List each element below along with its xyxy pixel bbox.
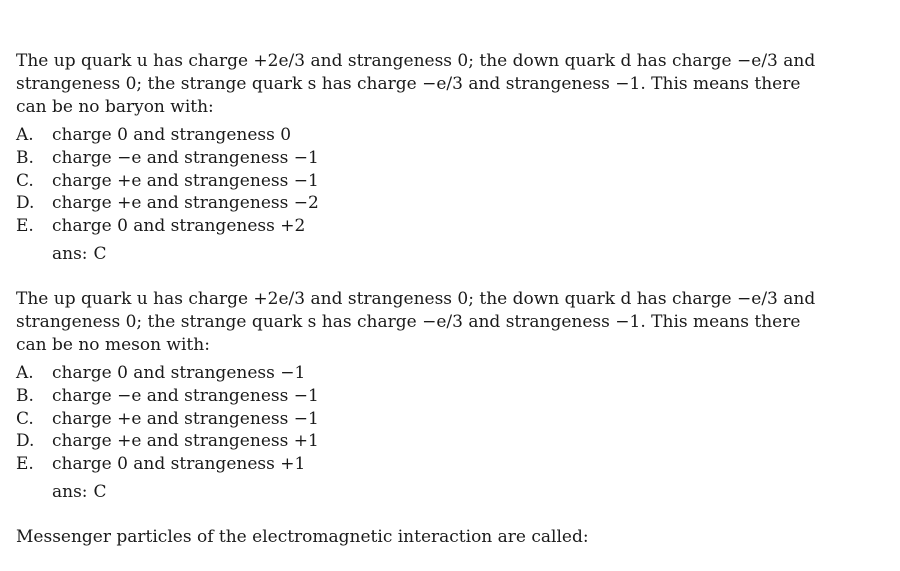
choice-letter: E. <box>16 454 34 475</box>
answer-label: ans: <box>52 481 88 502</box>
choice-text: charge 0 and strangeness +2 <box>52 216 306 237</box>
choice-item <box>16 408 816 431</box>
choice-letter: B. <box>16 385 34 406</box>
choice-item <box>16 192 816 215</box>
choice-item <box>16 385 816 408</box>
choice-text: charge 0 and strangeness +1 <box>52 454 306 475</box>
choice-item <box>16 362 816 385</box>
answer-line <box>52 243 816 266</box>
question-2 <box>16 288 816 504</box>
question-stem: The up quark u has charge +2e/3 and strangeness 0; the down quark d has charge −e/3 and strangeness 0; the strange quark s has charge −e/3 and strangeness −1. This means there can be no baryon with: <box>16 51 816 117</box>
choice-list <box>16 124 816 238</box>
choice-list <box>16 362 816 476</box>
choice-letter: A. <box>16 125 34 145</box>
question-stem: The up quark u has charge +2e/3 and strangeness 0; the down quark d has charge −e/3 and strangeness 0; the strange quark s has charge −e/3 and strangeness −1. This means there can be no meson with: <box>16 288 816 355</box>
choice-text: charge 0 and strangeness −1 <box>52 362 306 383</box>
choice-item <box>16 124 816 147</box>
choice-text: charge +e and strangeness −1 <box>52 170 319 191</box>
choice-item <box>16 430 816 453</box>
choice-item <box>16 170 816 193</box>
choice-item <box>16 147 816 170</box>
choice-letter: C. <box>16 170 34 191</box>
choice-letter: B. <box>16 147 34 168</box>
choice-text: charge +e and strangeness +1 <box>52 431 319 452</box>
choice-text: charge −e and strangeness −1 <box>52 147 319 168</box>
question-3 <box>16 526 816 549</box>
choice-item <box>16 215 816 238</box>
document-page <box>16 50 816 571</box>
choice-letter: D. <box>16 431 35 452</box>
choice-item <box>16 453 816 476</box>
choice-text: charge +e and strangeness −1 <box>52 408 319 429</box>
answer-value: C <box>93 243 107 264</box>
choice-letter: A. <box>16 362 34 383</box>
choice-text: charge −e and strangeness −1 <box>52 385 319 406</box>
answer-label: ans: <box>52 243 88 264</box>
question-1 <box>16 50 816 266</box>
choice-letter: D. <box>16 193 35 214</box>
choice-letter: E. <box>16 216 34 237</box>
answer-value: C <box>93 481 107 502</box>
choice-letter: C. <box>16 408 34 429</box>
choice-text: charge 0 and strangeness 0 <box>52 125 292 145</box>
answer-line <box>52 481 816 504</box>
question-stem: Messenger particles of the electromagnetic interaction are called: <box>16 526 589 547</box>
choice-text: charge +e and strangeness −2 <box>52 193 319 214</box>
